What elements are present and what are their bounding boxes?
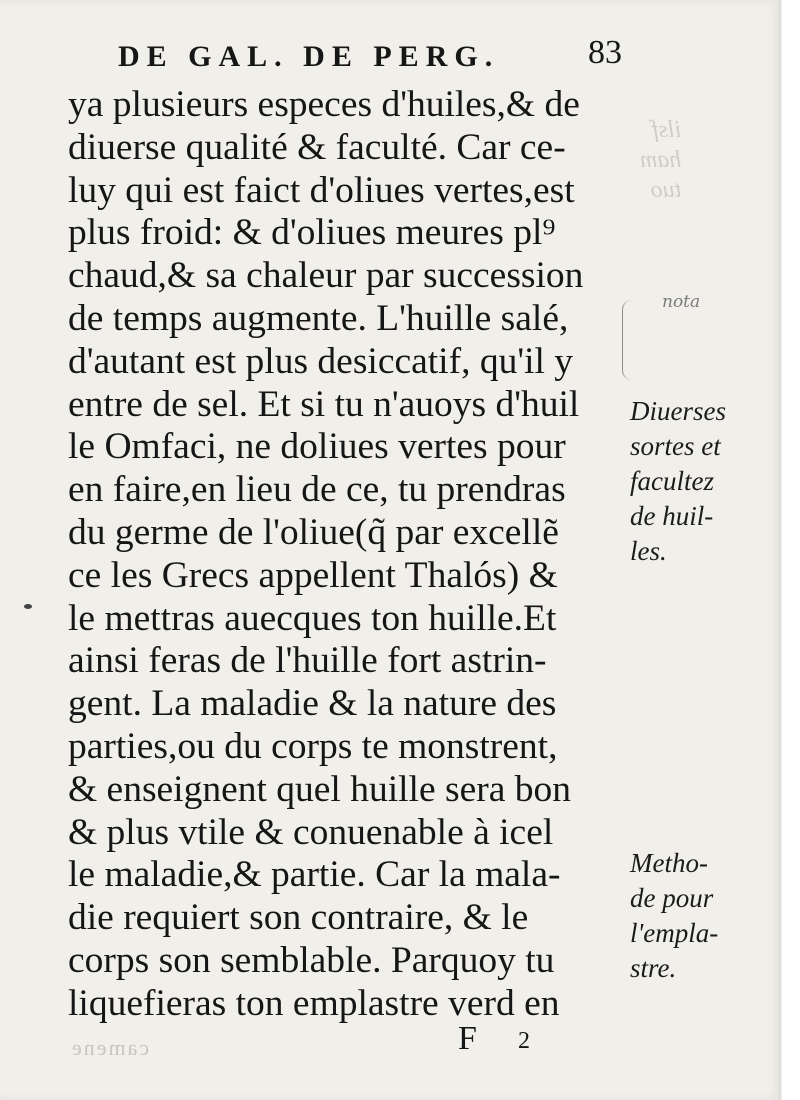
margin-note-line: les. [630, 536, 667, 566]
text-line: & plus vtile & conuenable à icel [68, 811, 554, 853]
margin-note-line: l'empla- [630, 918, 719, 948]
running-head [118, 30, 638, 80]
show-through-text: ilsf ham tuo [640, 117, 682, 203]
body-text [68, 84, 628, 1026]
signature-number: 2 [518, 1028, 530, 1054]
text-line: parties,ou du corps te monstrent, [68, 725, 558, 767]
text-line: corps son semblable. Parquoy tu [68, 939, 555, 981]
page-number: 83 [588, 34, 622, 71]
margin-bracket [622, 300, 635, 380]
text-line: de temps augmente. L'huille salé, [68, 297, 569, 339]
text-line: chaud,& sa chaleur par succession [68, 255, 584, 297]
margin-note-line: de huil- [630, 501, 714, 531]
text-line: die requiert son contraire, & le [68, 897, 529, 939]
margin-note-oils [630, 394, 726, 569]
margin-note-line: Metho- [630, 848, 708, 878]
text-line: luy qui est faict d'oliues vertes,est [68, 169, 575, 211]
margin-note-line: sortes et [630, 431, 721, 461]
text-line: diuerse qualité & faculté. Car ce- [68, 126, 566, 168]
text-line: d'autant est plus desiccatif, qu'il y [68, 340, 574, 382]
page-outer-margin [782, 0, 800, 1100]
text-line: le Omfaci, ne doliues vertes pour [68, 426, 566, 468]
text-line: & enseignent quel huille sera bon [68, 768, 571, 810]
signature-mark: F [458, 1020, 477, 1057]
text-line: du germe de l'oliue(q̃ par excellẽ [68, 511, 559, 553]
text-line: entre de sel. Et si tu n'auoys d'huil [68, 383, 580, 425]
running-title: DE GAL. DE PERG. [118, 40, 500, 73]
text-line: ce les Grecs appellent Thalós) & [68, 554, 558, 596]
text-line: le mettras auecques ton huille.Et [68, 597, 557, 639]
text-line: liquefieras ton emplastre verd en [68, 982, 560, 1024]
show-through-catchword: camene [70, 1035, 150, 1060]
margin-note-line: stre. [630, 953, 677, 983]
ink-speck [24, 604, 32, 609]
margin-note-method [630, 846, 718, 986]
handwritten-note: nota [662, 292, 701, 312]
margin-note-line: de pour [630, 883, 714, 913]
text-line: ya plusieurs especes d'huiles,& de [68, 84, 580, 125]
text-line: gent. La maladie & la nature des [68, 683, 557, 725]
margin-note-line: Diuerses [630, 396, 726, 426]
margin-note-line: facultez [630, 466, 714, 496]
text-line: en faire,en lieu de ce, tu prendras [68, 469, 566, 511]
text-line: ainsi feras de l'huille fort astrin- [68, 640, 547, 682]
text-line: plus froid: & d'oliues meures pl⁹ [68, 212, 556, 254]
text-line: le maladie,& partie. Car la mala- [68, 854, 561, 896]
